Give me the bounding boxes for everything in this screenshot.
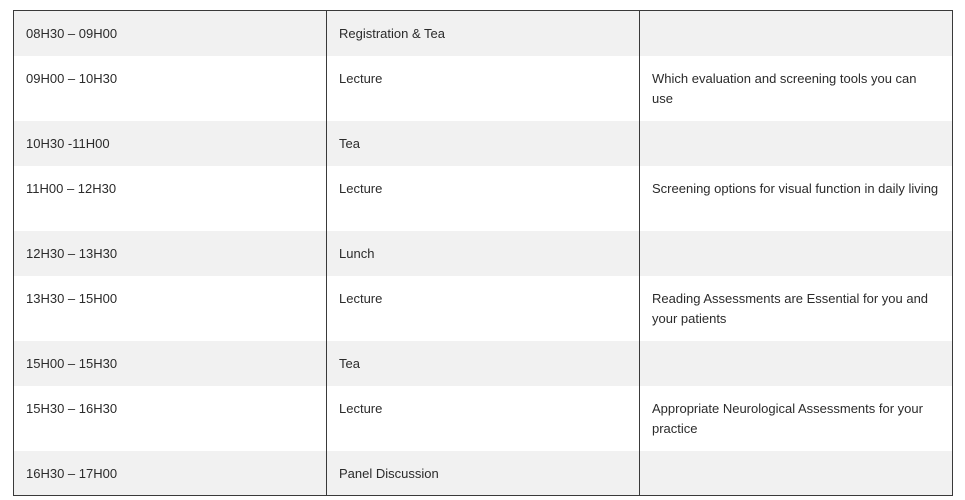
session-cell: Lecture: [327, 276, 640, 341]
time-cell: 15H00 – 15H30: [14, 341, 327, 386]
table-row: [14, 386, 953, 451]
session-cell: Lecture: [327, 386, 640, 451]
session-cell: Lunch: [327, 231, 640, 276]
table-row: [14, 56, 953, 121]
time-cell: 16H30 – 17H00: [14, 451, 327, 496]
table-row: [14, 451, 953, 496]
topic-cell: [640, 451, 953, 496]
session-cell: Tea: [327, 341, 640, 386]
topic-cell: [640, 121, 953, 166]
table-row: [14, 276, 953, 341]
topic-cell: [640, 341, 953, 386]
schedule-table: [13, 10, 953, 496]
topic-cell: Which evaluation and screening tools you can use: [640, 56, 953, 121]
table-row: [14, 341, 953, 386]
session-cell: Panel Discussion: [327, 451, 640, 496]
session-cell: Lecture: [327, 56, 640, 121]
table-row: [14, 166, 953, 231]
table-row: [14, 231, 953, 276]
time-cell: 09H00 – 10H30: [14, 56, 327, 121]
table-row: [14, 11, 953, 56]
time-cell: 10H30 -11H00: [14, 121, 327, 166]
topic-cell: [640, 11, 953, 56]
topic-cell: Reading Assessments are Essential for you and your patients: [640, 276, 953, 341]
session-cell: Tea: [327, 121, 640, 166]
schedule-container: [13, 10, 952, 496]
time-cell: 13H30 – 15H00: [14, 276, 327, 341]
time-cell: 12H30 – 13H30: [14, 231, 327, 276]
time-cell: 08H30 – 09H00: [14, 11, 327, 56]
topic-cell: Screening options for visual function in daily living: [640, 166, 953, 231]
topic-cell: Appropriate Neurological Assessments for your practice: [640, 386, 953, 451]
session-cell: Registration & Tea: [327, 11, 640, 56]
table-row: [14, 121, 953, 166]
time-cell: 15H30 – 16H30: [14, 386, 327, 451]
time-cell: 11H00 – 12H30: [14, 166, 327, 231]
topic-cell: [640, 231, 953, 276]
session-cell: Lecture: [327, 166, 640, 231]
